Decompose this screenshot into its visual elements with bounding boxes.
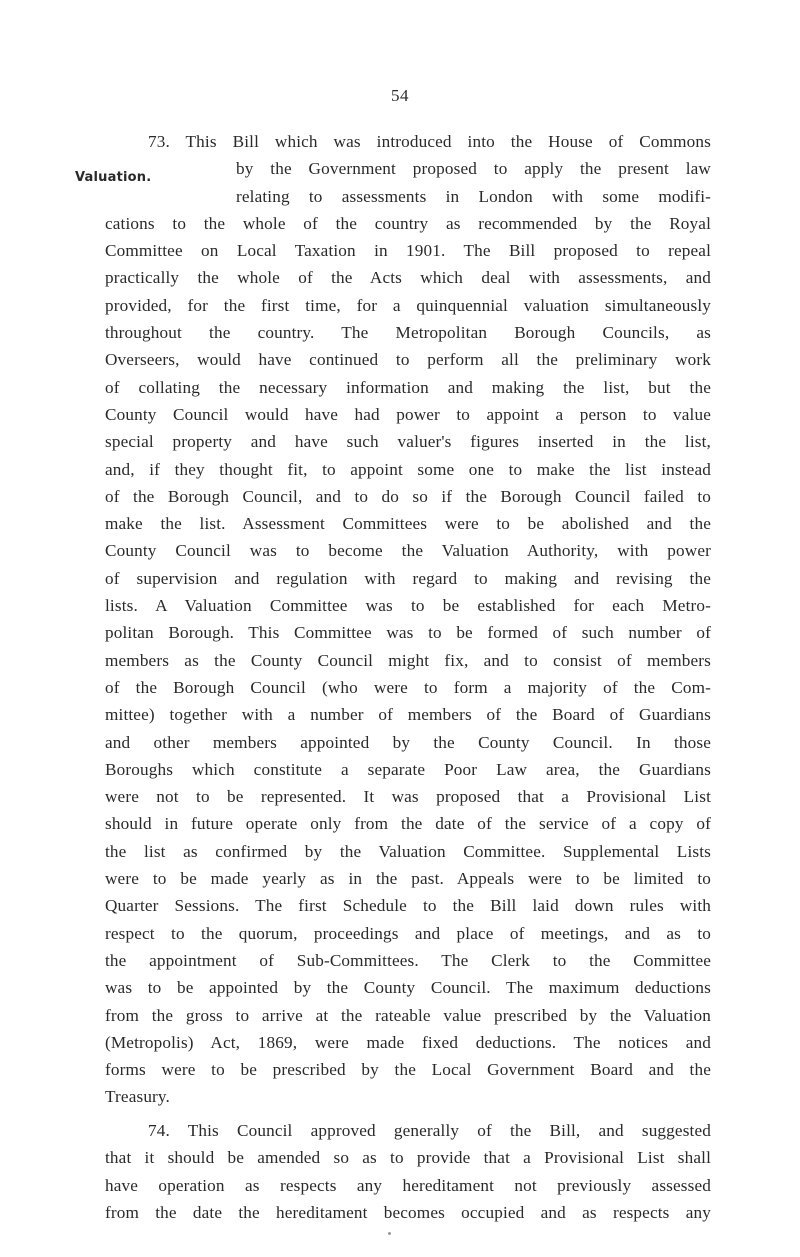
paragraph-74 — [105, 1117, 711, 1226]
text-line: the appointment of Sub-Committees. The Clerk to the Committee — [105, 950, 711, 970]
text-line: of the Borough Council (who were to form a majority of the Com- — [105, 677, 711, 697]
text-line: Committee on Local Taxation in 1901. The Bill proposed to repeal — [105, 241, 711, 261]
text-line: of the Borough Council, and to do so if the Borough Council failed to — [105, 486, 711, 506]
text-line: and other members appointed by the County Council. In those — [105, 732, 711, 752]
text-line: from the date the hereditament becomes occupied and as respects any — [105, 1202, 711, 1222]
paragraph-73 — [105, 128, 711, 1111]
text-line: politan Borough. This Committee was to be formed of such number of — [105, 623, 711, 643]
text-line: forms were to be prescribed by the Local Government Board and the — [105, 1060, 711, 1080]
text-line: were not to be represented. It was proposed that a Provisional List — [105, 787, 711, 807]
text-line: was to be appointed by the County Council. The maximum deductions — [105, 978, 711, 998]
text-line: Treasury. — [105, 1087, 171, 1107]
text-line: relating to assessments in London with some modifi- — [236, 186, 711, 206]
text-line: Boroughs which constitute a separate Poor Law area, the Guardians — [105, 759, 711, 779]
text-line: make the list. Assessment Committees were to be abolished and the — [105, 514, 711, 534]
text-line: cations to the whole of the country as recommended by the Royal — [105, 213, 711, 233]
text-line: should in future operate only from the date of the service of a copy of — [105, 814, 711, 834]
page-number: 54 — [391, 86, 409, 105]
text-line: provided, for the first time, for a quinquennial valuation simultaneously — [105, 295, 711, 315]
text-line: 73. This Bill which was introduced into the House of Commons — [148, 132, 711, 151]
text-line: members as the County Council might fix, and to consist of members — [105, 650, 711, 670]
text-line: by the Government proposed to apply the present law — [236, 159, 711, 179]
text-line: of supervision and regulation with regard to making and revising the — [105, 568, 711, 588]
text-line: throughout the country. The Metropolitan Borough Councils, as — [105, 323, 711, 343]
text-line: respect to the quorum, proceedings and place of meetings, and as to — [105, 923, 711, 943]
text-line: have operation as respects any hereditament not previously assessed — [105, 1175, 711, 1195]
text-line: Overseers, would have continued to perform all the preliminary work — [105, 350, 711, 370]
text-line: and, if they thought fit, to appoint some one to make the list instead — [105, 459, 711, 479]
text-line: practically the whole of the Acts which deal with assessments, and — [105, 268, 711, 288]
text-line: (Metropolis) Act, 1869, were made fixed deductions. The notices and — [105, 1032, 711, 1052]
text-line: from the gross to arrive at the rateable value prescribed by the Valuation — [105, 1005, 711, 1025]
print-speck — [388, 1232, 391, 1235]
text-line: special property and have such valuer's figures inserted in the list, — [105, 432, 711, 452]
text-line: of collating the necessary information and making the list, but the — [105, 377, 711, 397]
text-line: 74. This Council approved generally of the Bill, and suggested — [148, 1121, 711, 1140]
text-line: County Council would have had power to appoint a person to value — [105, 404, 711, 424]
text-line: Quarter Sessions. The first Schedule to the Bill laid down rules with — [105, 896, 711, 916]
text-line: that it should be amended so as to provide that a Provisional List shall — [105, 1148, 711, 1168]
text-line: mittee) together with a number of members of the Board of Guardians — [105, 705, 711, 725]
text-line: the list as confirmed by the Valuation Committee. Supplemental Lists — [105, 841, 711, 861]
text-line: County Council was to become the Valuation Authority, with power — [105, 541, 711, 561]
text-line: were to be made yearly as in the past. Appeals were to be limited to — [105, 869, 711, 889]
margin-note-valuation: Valuation. — [75, 170, 152, 185]
text-line: lists. A Valuation Committee was to be established for each Metro- — [105, 596, 711, 616]
